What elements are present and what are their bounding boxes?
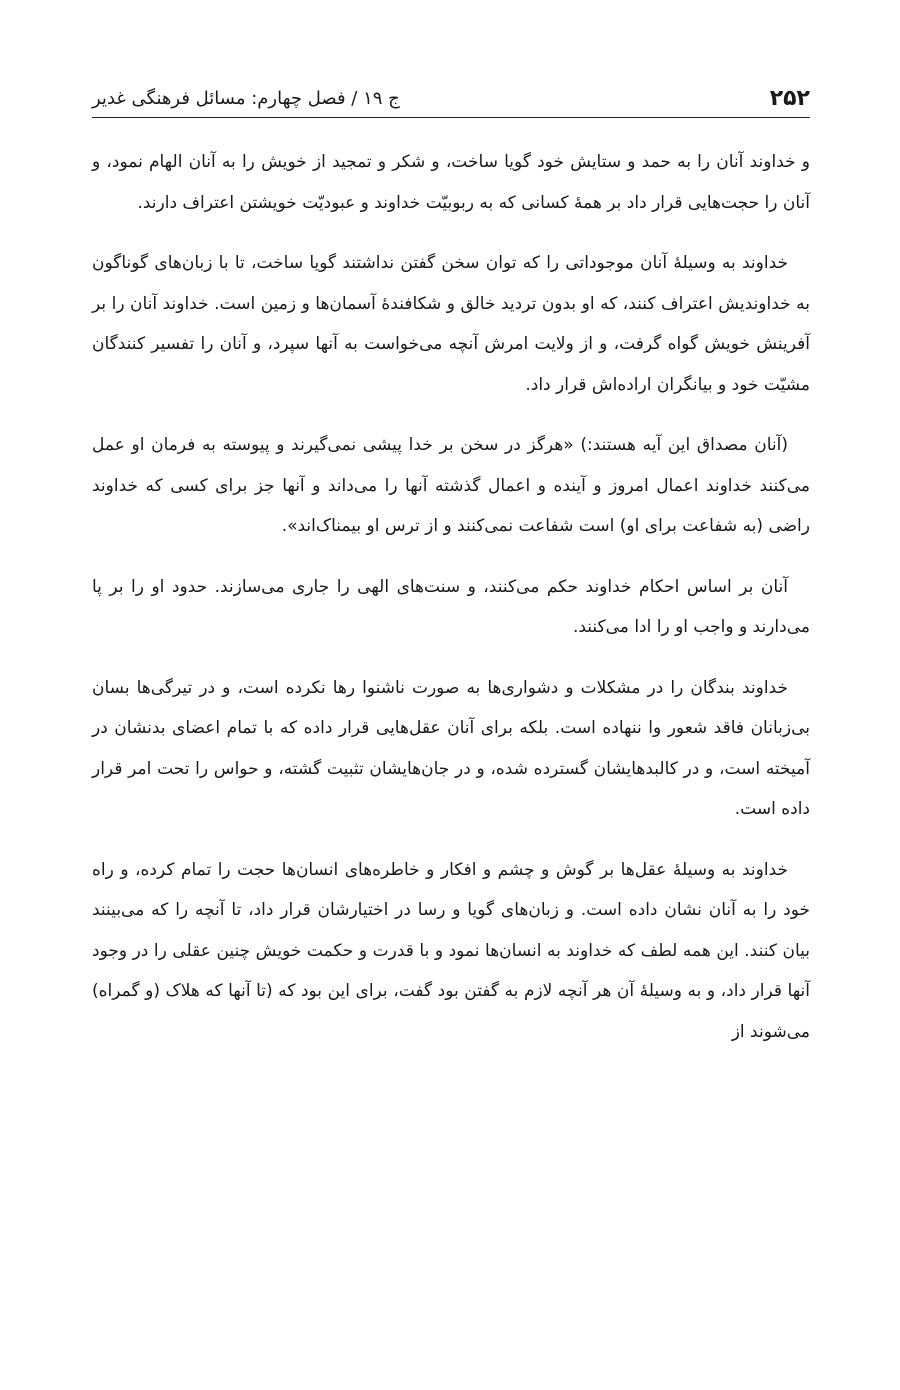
paragraph: خداوند به وسیلهٔ آنان موجوداتی را که توان سخن گفتن نداشتند گویا ساخت، تا با زبان‌های گوناگون به خداوندیش اعتراف کنند، که او بدون تردید خالق و شکافندهٔ آسمان‌ها و زمین است. خداوند آنان را بر آفرینش خویش گواه گرفت، و از ولایت امرش آنچه می‌خواست به آنها سپرد، و آنان را تفسیر کنندگان مشیّت خود و بیانگران اراده‌اش قرار داد. <box>92 253 810 395</box>
book-page <box>92 0 810 1390</box>
paragraph: خداوند بندگان را در مشکلات و دشواری‌ها به صورت ناشنوا رها نکرده است، و در تیرگی‌ها بسان بی‌زبانان فاقد شعور وا ننهاده است. بلکه برای آنان عقل‌هایی قرار داده که با تمام اعضای بدنشان در آمیخته است، و در کالبدهایشان گسترده شده، و در جان‌هایشان تثبیت گشته، و حواس را تحت امر قرار داده است. <box>92 677 810 819</box>
paragraph: آنان بر اساس احکام خداوند حکم می‌کنند، و سنت‌های الهی را جاری می‌سازند. حدود او را بر پا می‌دارند و واجب او را ادا می‌کنند. <box>92 576 810 637</box>
running-head-title: ج ۱۹ / فصل چهارم: مسائل فرهنگی غدیر <box>92 88 400 109</box>
paragraph: خداوند به وسیلهٔ عقل‌ها بر گوش و چشم و افکار و خاطره‌های انسان‌ها حجت را تمام کرده، و راه خود را به آنان نشان داده است. و زبان‌های گویا و رسا در اختیارشان قرار داد، تا آنچه را که می‌بینند بیان کنند. این همه لطف که خداوند به انسان‌ها نمود و با قدرت و حکمت خویش چنین عقلی را در وجود آنها قرار داد، و به وسیلهٔ آن هر آنچه لازم به گفتن بود گفت، برای این بود که (تا آنها که هلاک (و گمراه) می‌شوند از <box>92 859 810 1042</box>
body-text <box>92 142 810 1072</box>
running-head <box>92 74 810 114</box>
paragraph: (آنان مصداق این آیه هستند:) «هرگز در سخن بر خدا پیشی نمی‌گیرند و پیوسته به فرمان او عمل می‌کنند خداوند اعمال امروز و آینده و اعمال گذشته آنها را می‌داند و آنها جز برای کسی که خداوند راضی (به شفاعت برای او) است شفاعت نمی‌کنند و از ترس او بیمناک‌اند». <box>92 435 810 536</box>
header-divider <box>92 117 810 118</box>
page-number: ۲۵۲ <box>769 86 810 111</box>
paragraph: و خداوند آنان را به حمد و ستایش خود گویا ساخت، و شکر و تمجید از خویش را به آنان الهام نمود، و آنان را حجت‌هایی قرار داد بر همهٔ کسانی که به ربوبیّت خداوند و عبودیّت خویشتن اعتراف دارند. <box>92 152 810 213</box>
